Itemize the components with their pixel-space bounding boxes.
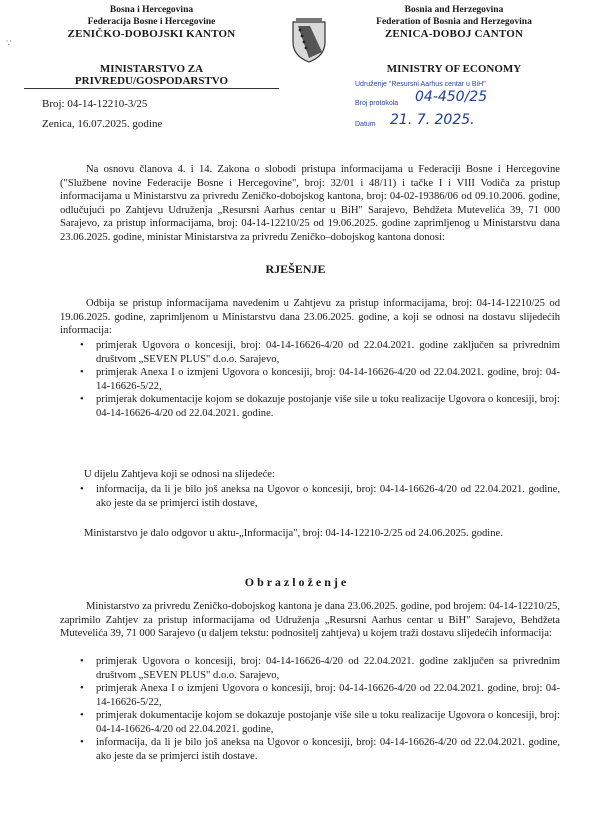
reasoning-title: O b r a z l o ž e n j e [244,575,347,589]
answer-paragraph: Ministarstvo je dalo odgovor u aktu-„Informacija", broj: 04-14-12210-2/25 od 24.06.2025. godine. [84,528,503,539]
header-left-federation: Federacija Bosne i Hercegovine [87,17,216,27]
list-item: • primjerak Ugovora o koncesiji, broj: 04-14-16626-4/20 od 22.04.2021. godine zaključen sa privrednim društvom „SEVEN PLUS" d.o.o. Sarajevo, [80,656,560,681]
part2-intro: U dijelu Zahtjeva koji se odnosi na slijedeće: [84,469,275,480]
header-right-ministry: MINISTRY OF ECONOMY [386,63,522,75]
list-item: • primjerak Anexa I o izmjeni Ugovora o koncesiji, broj: 04-14-16626-4/20 od 22.04.2021. godine, broj: 04-14-16626-5/22, [80,367,560,392]
stamp-line-protocol: Broj protokola [355,100,399,107]
stamp-line-org: Udruženje "Resursni Aarhus centar u BiH" [355,81,486,88]
stamp-line-date: Datum [355,121,376,128]
document-place-date: Zenica, 16.07.2025. godine [42,118,163,130]
decision-paragraph: Odbija se pristup informacijama navedenim u Zahtjevu za pristup informacijama, broj: 04-14-12210/25 od 19.06.2025. godine, zaprimljenom u Ministarstvu dana 23.06.2025. godine, a koji se odnosi na dostavu slijedećih informacija: [60,298,560,336]
header-left-country: Bosna i Hercegovina [109,5,194,15]
list-item: • primjerak Anexa I o izmjeni Ugovora o koncesiji, broj: 04-14-16626-4/20 od 22.04.2021. godine, broj: 04-14-16626-5/22, [80,683,560,708]
part2-list [78,483,560,510]
decision-title: RJEŠENJE [265,262,326,276]
decision-list [78,339,560,420]
header-left [24,4,279,40]
header-left-canton: ZENIČKO-DOBOJSKI KANTON [67,28,236,40]
header-right-federation: Federation of Bosnia and Herzegovina [376,17,532,27]
list-item: • primjerak Ugovora o koncesiji, broj: 04-14-16626-4/20 od 22.04.2021. godine zaključen sa privrednim društvom „SEVEN PLUS" d.o.o. Sarajevo, [80,340,560,365]
list-item: • informacija, da li je bilo još aneksa na Ugovor o koncesiji, broj: 04-14-16626-4/20 od 22.04.2021. godine, ako jeste da se primjerci istih dostave. [80,737,560,762]
reasoning-list [78,655,560,763]
document-number: Broj: 04-14-12210-3/25 [42,98,148,110]
reasoning-paragraph: Ministarstvo za privredu Zeničko-dobojskog kantona je dana 23.06.2025. godine, pod brojem: 04-14-12210/25, zaprimilo Zahtjev za pristup informacijama od Udruženja „Resursni Aarhus centar u BiH" Sarajevo, Behdžeta Mutevelića 39, 71 000 Sarajevo (u daljem tekstu: podnositelj zahtjeva) u kojem traži dostavu slijedećih informacija: [60,601,560,639]
stamp-date-value: 21. 7. 2025. [390,112,475,128]
header-right-canton: ZENICA-DOBOJ CANTON [384,28,524,40]
header-right-country: Bosnia and Herzegovina [404,5,504,15]
scan-mark: ∵ [6,38,12,48]
header-left-ministry: MINISTARSTVO ZA PRIVREDU/GOSPODARSTVO [24,63,279,89]
list-item: • informacija, da li je bilo još aneksa na Ugovor o koncesiji, broj: 04-14-16626-4/20 od 22.04.2021. godine, ako jeste da se primjerci istih dostave, [80,484,560,509]
received-stamp [355,77,570,132]
list-item: • primjerak dokumentacije kojom se dokazuje postojanje više sile u toku realizacije Ugovora o koncesiji, broj: 04-14-16626-4/20 od 22.04.2021. godine, [80,710,560,735]
stamp-protocol-number: 04-450/25 [415,89,488,105]
intro-paragraph: Na osnovu članova 4. i 14. Zakona o slobodi pristupa informacijama u Federaciji Bosne i Hercegovine ("Službene novine Federacije Bosne i Hercegovine", broj: 32/01 i 48/11) i tačke I i VIII Vodiča za pristup informacijama u Ministarstvu za privredu Zeničko-dobojskog kantona, broj: 04-02-19386/06 od 09.10.2006. godine, odlučujući po Zahtjevu Udruženja „Resursni Aarhus centar u BiH" Sarajevo, Behdžeta Mutevelića 39, 71 000 Sarajevo, za pristup informacijama, broj: 04-14-12210/25 od 19.06.2025. godine zaprimljenog u Ministarstvu dana 23.06.2025. godine, ministar Ministarstva za privredu Zeničko–dobojskog kantona donosi: [60,164,560,243]
header-right [340,4,568,40]
list-item: • primjerak dokumentacije kojom se dokazuje postojanje više sile u toku realizacije Ugovora o koncesiji, broj: 04-14-16626-4/20 od 22.04.2021. godine. [80,394,560,419]
coat-of-arms-icon [290,18,328,64]
